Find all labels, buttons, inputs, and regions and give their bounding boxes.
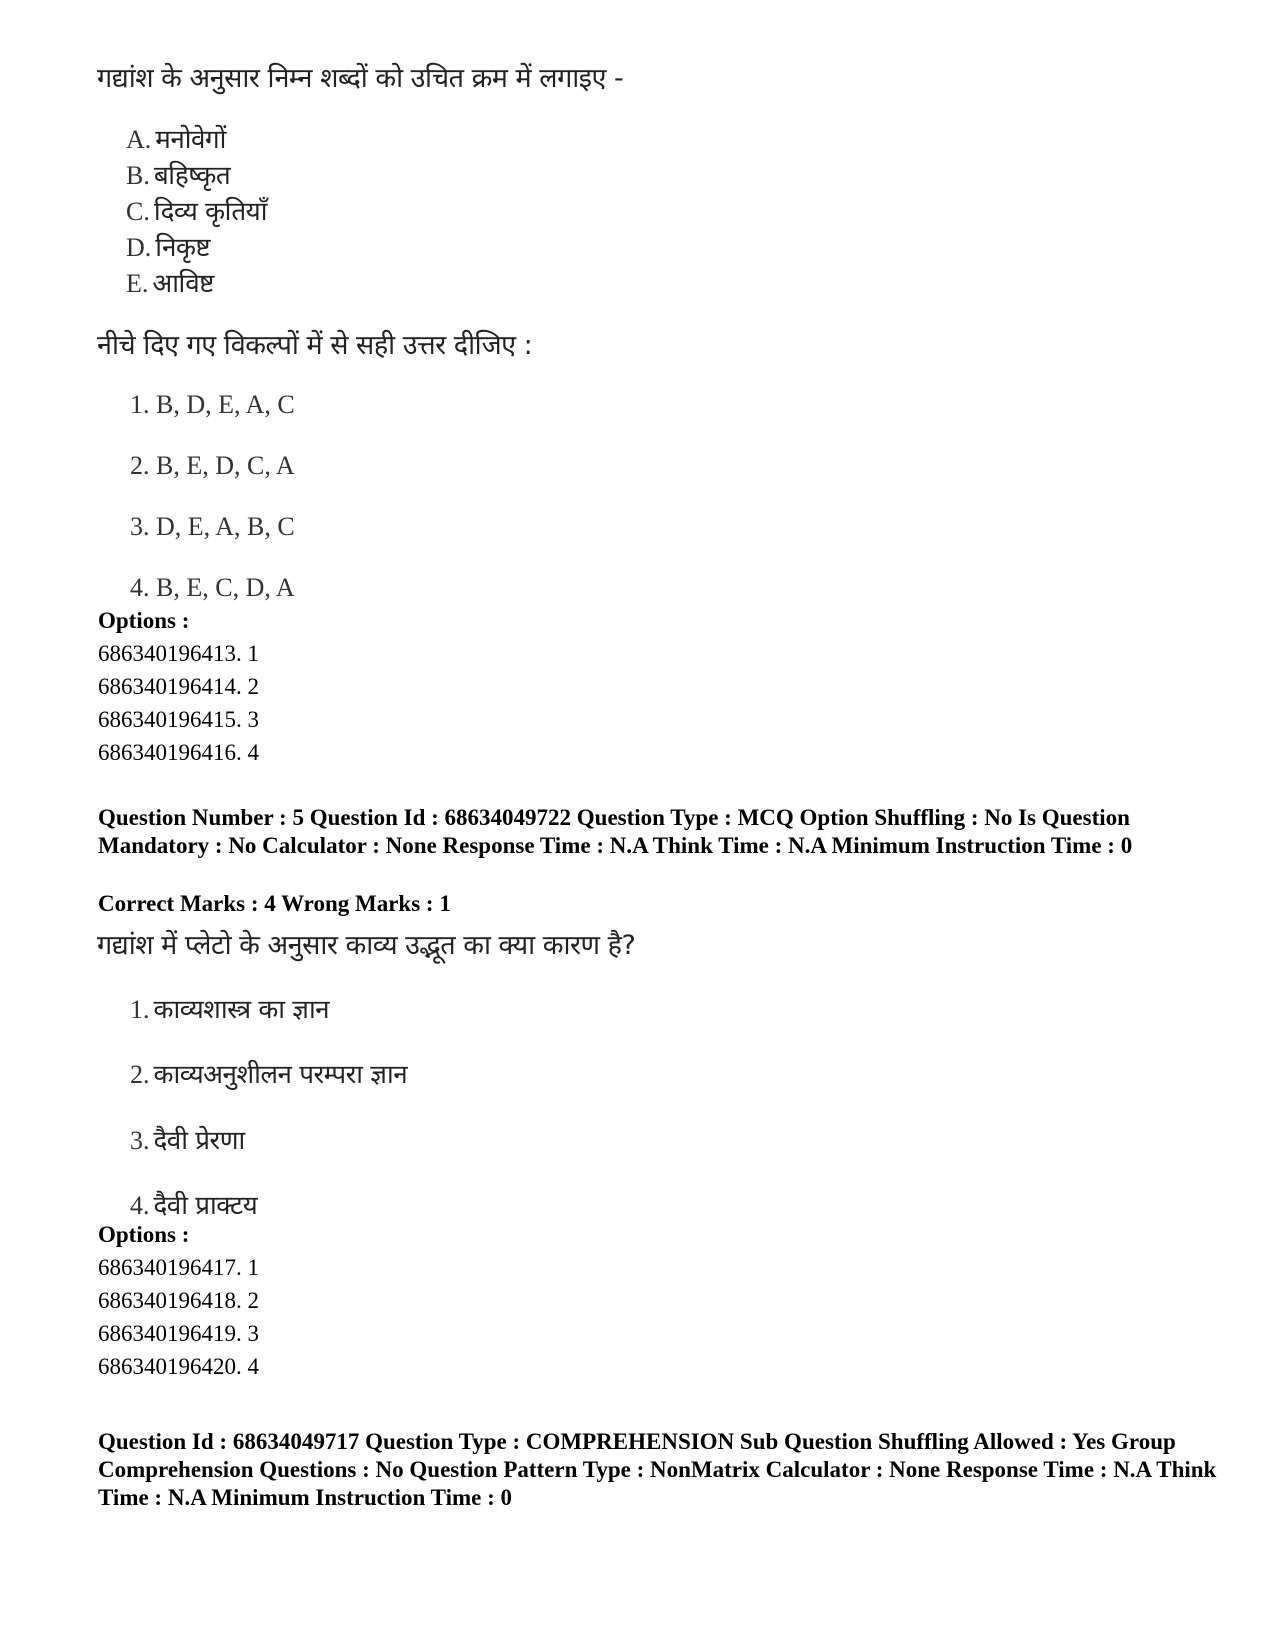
answer-number: 3. xyxy=(130,1126,150,1155)
ordering-item xyxy=(126,192,267,228)
item-text: दिव्य कृतियाँ xyxy=(153,197,267,227)
answer-text: काव्यशास्त्र का ज्ञान xyxy=(153,995,330,1025)
answer-choice: 1. B, D, E, A, C xyxy=(130,390,295,419)
answer-text: काव्यअनुशीलन परम्परा ज्ञान xyxy=(153,1060,408,1090)
answer-choice xyxy=(130,1186,257,1222)
answer-choice: 2. B, E, D, C, A xyxy=(130,451,295,480)
item-letter: C. xyxy=(126,197,150,226)
answer-number: 4. xyxy=(130,1191,150,1220)
item-letter: A. xyxy=(126,125,152,154)
marks-info: Correct Marks : 4 Wrong Marks : 1 xyxy=(98,891,451,916)
question-text: गद्यांश में प्लेटो के अनुसार काव्य उद्भूत का क्या कारण है? xyxy=(97,930,636,961)
option-item: 686340196416. 4 xyxy=(98,740,259,765)
options-label: Options : xyxy=(98,608,190,633)
item-letter: D. xyxy=(126,233,152,262)
option-item: 686340196420. 4 xyxy=(98,1354,259,1379)
answer-text: दैवी प्रेरणा xyxy=(153,1126,245,1156)
answer-choice: 3. D, E, A, B, C xyxy=(130,512,295,541)
ordering-instruction: गद्यांश के अनुसार निम्न शब्दों को उचित क्रम में लगाइए - xyxy=(97,63,624,94)
comprehension-metadata: Question Id : 68634049717 Question Type : COMPREHENSION Sub Question Shuffling Allowed : Yes Group Comprehension Questions : No Question Pattern Type : NonMatrix Calculator : None Response Time : N.A Think Time : N.A Minimum Instruction Time : 0 xyxy=(98,1429,1217,1510)
answer-choice xyxy=(130,1121,245,1157)
answer-text: दैवी प्राक्टय xyxy=(153,1191,258,1221)
choose-prompt: नीचे दिए गए विकल्पों में से सही उत्तर दीजिए : xyxy=(97,330,533,361)
option-item: 686340196415. 3 xyxy=(98,707,259,732)
option-item: 686340196419. 3 xyxy=(98,1321,259,1346)
answer-number: 1. xyxy=(130,995,150,1024)
answer-choice xyxy=(130,990,329,1026)
answer-number: 2. xyxy=(130,1060,150,1089)
ordering-item xyxy=(126,228,210,264)
item-text: मनोवेगों xyxy=(155,125,226,155)
item-letter: B. xyxy=(126,161,150,190)
item-letter: E. xyxy=(126,269,149,298)
answer-choice: 4. B, E, C, D, A xyxy=(130,573,295,602)
question-metadata: Question Number : 5 Question Id : 68634049722 Question Type : MCQ Option Shuffling : No Is Question Mandatory : No Calculator : None Response Time : N.A Think Time : N.A Minimum Instruction Time : 0 xyxy=(98,805,1133,858)
option-item: 686340196413. 1 xyxy=(98,641,259,666)
item-text: बहिष्कृत xyxy=(153,161,231,191)
option-item: 686340196414. 2 xyxy=(98,674,259,699)
item-text: आविष्ट xyxy=(152,269,214,299)
answer-choice xyxy=(130,1055,407,1091)
option-item: 686340196417. 1 xyxy=(98,1255,259,1280)
options-label: Options : xyxy=(98,1222,190,1247)
ordering-item xyxy=(126,120,226,156)
option-item: 686340196418. 2 xyxy=(98,1288,259,1313)
item-text: निकृष्ट xyxy=(155,233,211,263)
ordering-item xyxy=(126,264,214,300)
ordering-item xyxy=(126,156,230,192)
